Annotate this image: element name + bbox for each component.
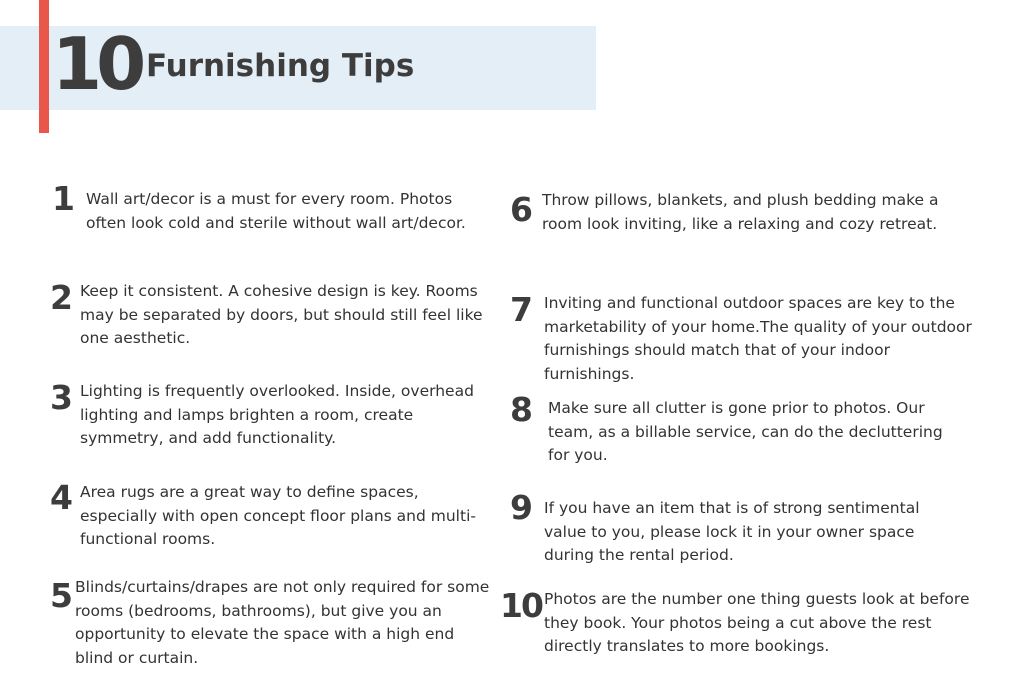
tip-number: 4: [50, 478, 71, 517]
tip-number: 3: [50, 378, 71, 417]
tip-number: 9: [510, 488, 531, 527]
tip-number: 2: [50, 278, 71, 317]
tip-number: 7: [510, 290, 531, 329]
tip-text: Area rugs are a great way to define spaces, especially with open concept floor plans and multi-functional rooms.: [80, 483, 476, 548]
accent-bar: [39, 0, 49, 133]
tip-text: Lighting is frequently overlooked. Inside, overhead lighting and lamps brighten a room, create symmetry, and add functionality.: [80, 382, 474, 447]
tip-number: 6: [510, 190, 531, 229]
tip-number: 8: [510, 390, 531, 429]
title-number: 10: [52, 22, 141, 106]
tip-text: Throw pillows, blankets, and plush bedding make a room look inviting, like a relaxing and cozy retreat.: [542, 191, 939, 233]
tip-text: Keep it consistent. A cohesive design is key. Rooms may be separated by doors, but should still feel like one aesthetic.: [80, 282, 483, 347]
tip-text: Wall art/decor is a must for every room. Photos often look cold and sterile without wall art/decor.: [86, 190, 466, 232]
page-title: Furnishing Tips: [146, 48, 415, 84]
tip-text: If you have an item that is of strong sentimental value to you, please lock it in your owner space during the rental period.: [544, 499, 920, 564]
tip-text: Inviting and functional outdoor spaces are key to the marketability of your home.The quality of your outdoor furnishings should match that of your indoor furnishings.: [544, 294, 972, 383]
tip-text: Make sure all clutter is gone prior to photos. Our team, as a billable service, can do the decluttering for you.: [548, 399, 943, 464]
tip-number: 1: [52, 179, 73, 218]
tip-text: Photos are the number one thing guests look at before they book. Your photos being a cut above the rest directly translates to more bookings.: [544, 590, 970, 655]
tip-number: 5: [50, 576, 71, 615]
tip-text: Blinds/curtains/drapes are not only required for some rooms (bedrooms, bathrooms), but give you an opportunity to elevate the space with a high end blind or curtain.: [75, 578, 490, 667]
tip-number: 10: [500, 586, 542, 625]
